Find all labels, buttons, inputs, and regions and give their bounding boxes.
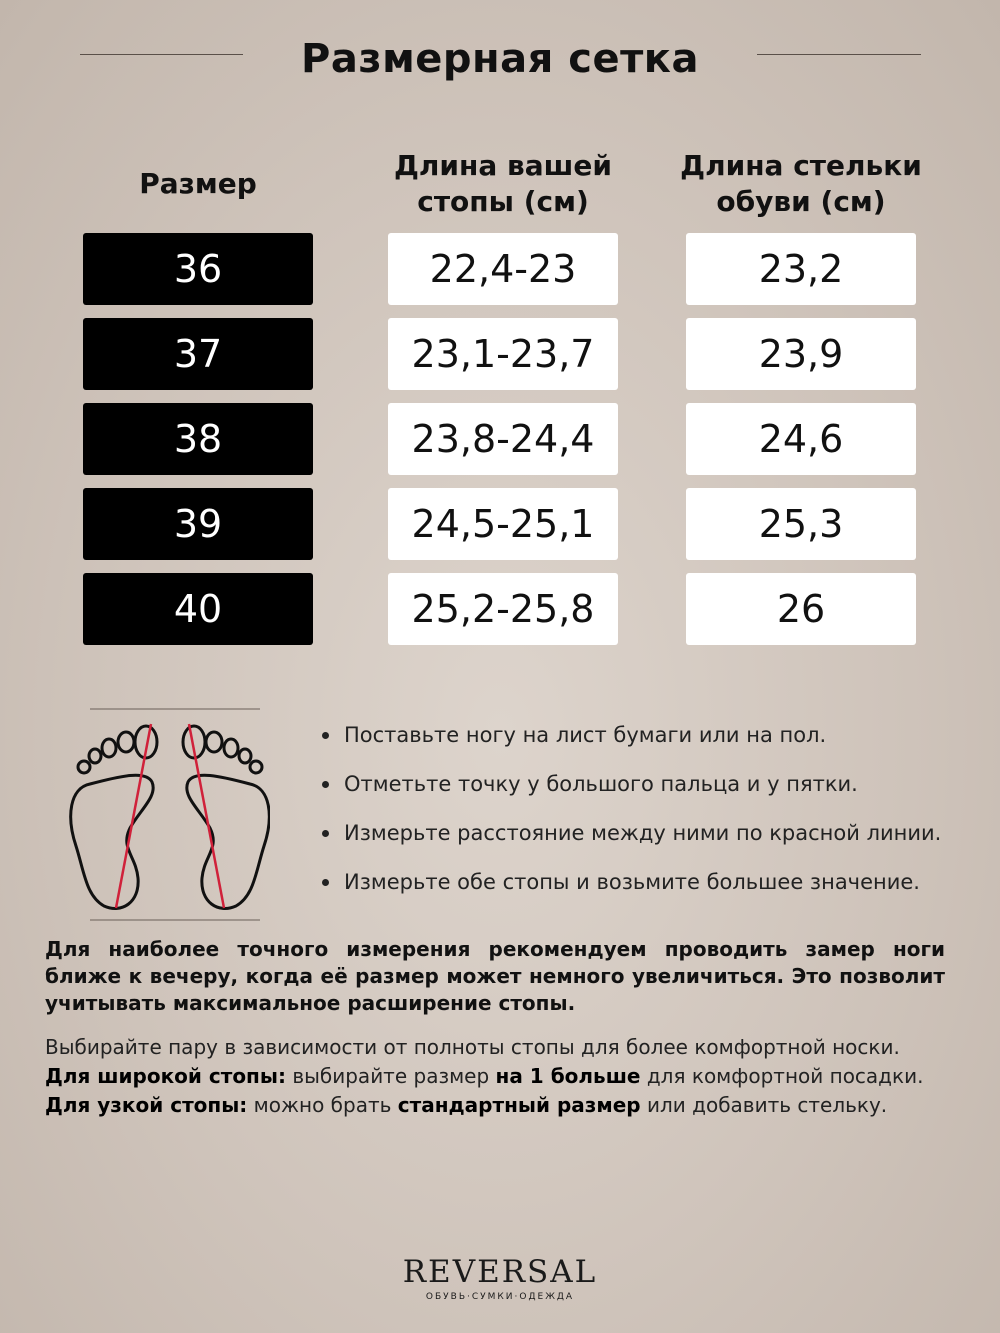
foot-length-cell: 24,5-25,1 xyxy=(388,488,618,560)
foot-length-cell: 25,2-25,8 xyxy=(388,573,618,645)
narrow-foot-label: Для узкой стопы: xyxy=(45,1093,248,1117)
wide-foot-label: Для широкой стопы: xyxy=(45,1064,286,1088)
bullet-dot xyxy=(322,830,329,837)
instruction-text: Отметьте точку у большого пальца и у пятки. xyxy=(344,772,858,796)
foot-length-cell: 23,1-23,7 xyxy=(388,318,618,390)
insole-length-cell: 25,3 xyxy=(686,488,916,560)
instruction-text: Поставьте ногу на лист бумаги или на пол. xyxy=(344,723,827,747)
foot-length-cell: 22,4-23 xyxy=(388,233,618,305)
list-item xyxy=(322,865,962,914)
wide-foot-text-2: для комфортной посадки. xyxy=(640,1064,924,1088)
narrow-foot-emphasis: стандартный размер xyxy=(397,1093,641,1117)
insole-length-cell: 24,6 xyxy=(686,403,916,475)
instructions-list xyxy=(322,718,962,914)
list-item xyxy=(322,767,962,816)
size-cell: 38 xyxy=(83,403,313,475)
header-size-label: Размер xyxy=(139,167,257,200)
fit-advice xyxy=(45,1033,965,1120)
foot-length-cell: 23,8-24,4 xyxy=(388,403,618,475)
size-cell: 37 xyxy=(83,318,313,390)
insole-length-cell: 26 xyxy=(686,573,916,645)
size-cell: 40 xyxy=(83,573,313,645)
brand-logo: REVERSAL xyxy=(402,1254,598,1290)
left-foot-icon xyxy=(71,726,157,908)
advice-line-narrow xyxy=(45,1091,965,1120)
right-foot-icon xyxy=(183,726,269,908)
instruction-text: Измерьте обе стопы и возьмите большее значение. xyxy=(344,870,920,894)
header-insole-length-line1: Длина стельки xyxy=(680,149,922,182)
wide-foot-text-1: выбирайте размер xyxy=(285,1064,496,1088)
feet-measurement-illustration xyxy=(60,706,270,922)
size-cell: 36 xyxy=(83,233,313,305)
bullet-dot xyxy=(322,781,329,788)
measurement-note: Для наиболее точного измерения рекомендуем проводить замер ноги ближе к вечеру, когда её размер может немного увеличиться. Это позволит учитывать максимальное расширение стопы. xyxy=(45,937,945,1015)
header-foot-length-line1: Длина вашей xyxy=(393,149,612,182)
narrow-foot-text-2: или добавить стельку. xyxy=(640,1093,888,1117)
header-foot-length-line2: стопы (см) xyxy=(417,185,589,218)
page-title: Размерная сетка xyxy=(301,36,699,82)
advice-line-general: Выбирайте пару в зависимости от полноты стопы для более комфортной носки. xyxy=(45,1035,900,1059)
narrow-foot-text-1: можно брать xyxy=(247,1093,398,1117)
header-insole-length-line2: обуви (см) xyxy=(716,185,886,218)
list-item xyxy=(322,718,962,767)
list-item xyxy=(322,816,962,865)
header-size xyxy=(83,166,313,202)
advice-line-wide xyxy=(45,1062,965,1091)
bullet-dot xyxy=(322,732,329,739)
size-cell: 39 xyxy=(83,488,313,560)
brand-tagline: ОБУВЬ·СУМКИ·ОДЕЖДА xyxy=(425,1292,575,1302)
header-insole-length xyxy=(672,148,930,220)
wide-foot-emphasis: на 1 больше xyxy=(495,1064,641,1088)
header-foot-length xyxy=(388,148,618,220)
instruction-text: Измерьте расстояние между ними по красной линии. xyxy=(344,821,942,845)
insole-length-cell: 23,9 xyxy=(686,318,916,390)
insole-length-cell: 23,2 xyxy=(686,233,916,305)
bullet-dot xyxy=(322,879,329,886)
